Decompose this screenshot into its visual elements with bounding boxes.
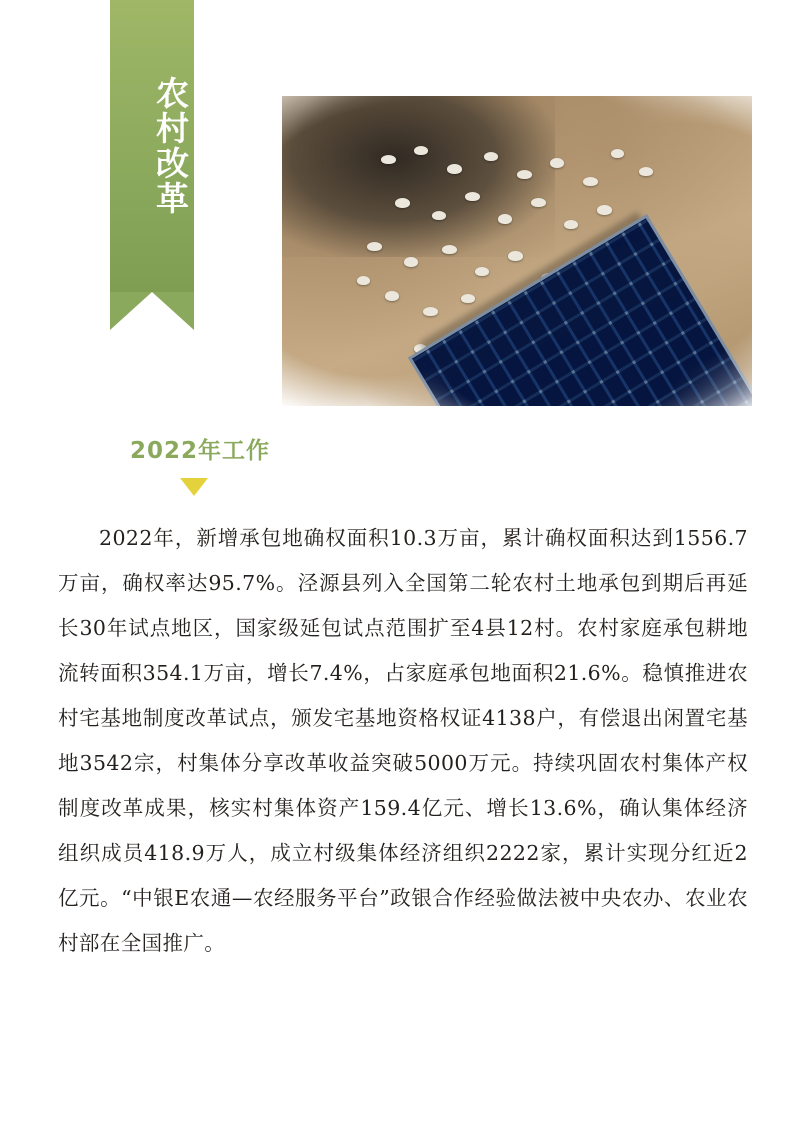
sheep-shape — [395, 198, 410, 208]
photo-mask — [282, 96, 752, 406]
sheep-shape — [597, 205, 612, 215]
sheep-shape — [475, 267, 489, 276]
sheep-shape — [357, 276, 370, 285]
sheep-shape — [381, 155, 396, 164]
sheep-shape — [564, 220, 578, 229]
sheep-shape — [423, 307, 438, 316]
chevron-down-icon — [180, 478, 208, 496]
section-ribbon-banner — [110, 0, 194, 330]
sheep-shape — [484, 152, 498, 161]
hero-photo — [282, 96, 752, 406]
sheep-shape — [583, 177, 598, 186]
section-heading: 2022年工作 — [130, 438, 271, 464]
sheep-shape — [367, 242, 382, 251]
sheep-shape — [414, 146, 428, 155]
banner-title: 农村改革 — [151, 76, 190, 216]
sheep-shape — [498, 214, 512, 224]
sheep-shape — [447, 164, 462, 174]
sheep-shape — [550, 158, 564, 168]
ribbon-tail-notch — [110, 292, 194, 330]
sheep-shape — [611, 149, 624, 158]
body-paragraph: 2022年，新增承包地确权面积10.3万亩，累计确权面积达到1556.7万亩，确权率达95.7%。泾源县列入全国第二轮农村土地承包到期后再延长30年试点地区，国家级延包试点范围扩至4县12村。农村家庭承包耕地流转面积354.1万亩，增长7.4%，占家庭承包地面积21.6%。稳慎推进农村宅基地制度改革试点，颁发宅基地资格权证4138户，有偿退出闲置宅基地3542宗，村集体分享改革收益突破5000万元。持续巩固农村集体产权制度改革成果，核实村集体资产159.4亿元、增长13.6%，确认集体经济组织成员418.9万人，成立村级集体经济组织2222家，累计实现分红近2亿元。“中银E农通—农经服务平台”政银合作经验做法被中央农办、农业农村部在全国推广。 — [58, 526, 748, 955]
sheep-shape — [461, 294, 475, 303]
sheep-shape — [508, 251, 523, 261]
sheep-shape — [432, 211, 446, 220]
sheep-shape — [465, 192, 480, 201]
sheep-shape — [442, 245, 457, 254]
sheep-shape — [404, 257, 418, 267]
photo-shadow-layer — [282, 96, 555, 257]
